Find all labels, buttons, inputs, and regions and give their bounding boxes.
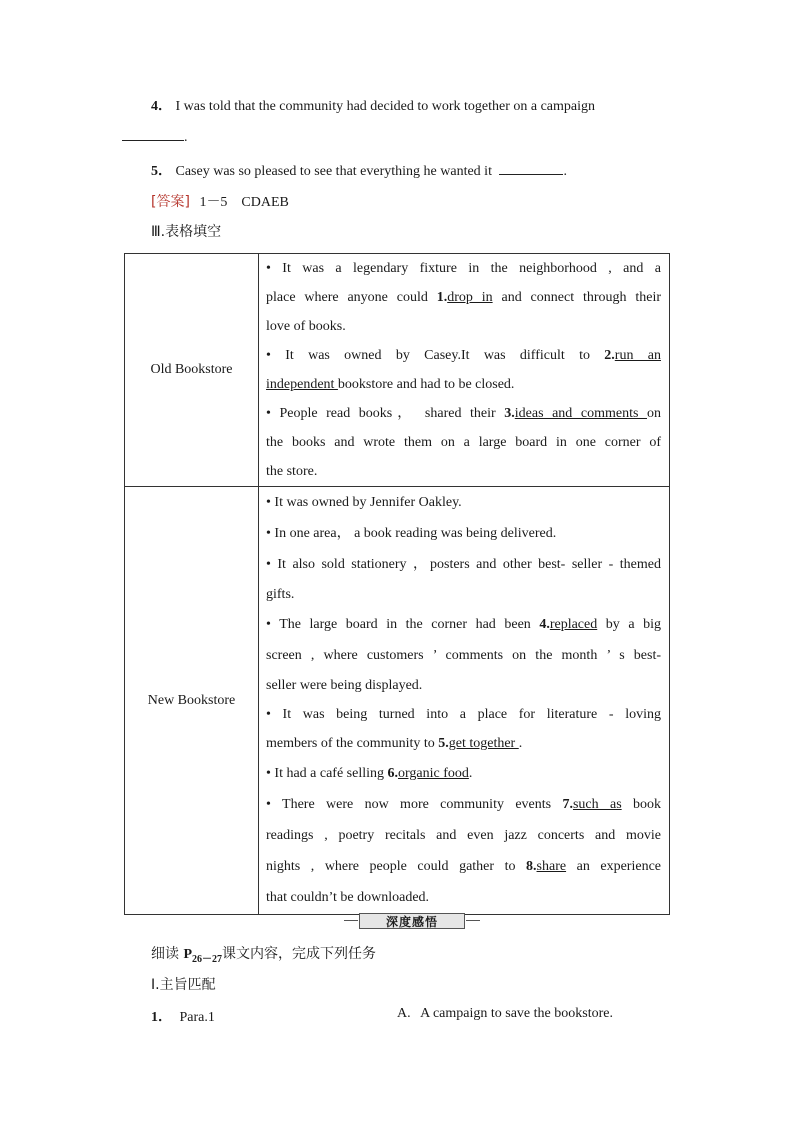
text-line: • People read books， shared their 3.ideas and comments on xyxy=(266,406,661,421)
text-line: • It also sold stationery ，posters and other best- seller - themed xyxy=(266,557,661,572)
filled-answer: ideas and comments xyxy=(514,406,647,421)
section-heading: Ⅰ.主旨匹配 xyxy=(151,977,216,993)
question-number: 4． xyxy=(151,99,172,114)
filled-answer: such as xyxy=(572,797,622,812)
section-heading: Ⅲ.表格填空 xyxy=(151,224,222,240)
text-line: • It was owned by Casey.It was difficult to 2.run an xyxy=(266,348,661,363)
text-line: love of books. xyxy=(266,319,346,334)
filled-answer: replaced xyxy=(549,617,598,632)
filled-answer: share xyxy=(536,859,567,874)
match-item xyxy=(151,1006,215,1026)
section-banner xyxy=(359,913,465,929)
option-text: A campaign to save the bookstore. xyxy=(420,1006,613,1021)
filled-answer: independent xyxy=(266,377,338,392)
text-line: gifts. xyxy=(266,587,295,602)
task-instruction: 细读 $P_{26-27}$课文内容，完成下列任务 xyxy=(151,946,377,965)
match-left: Para.1 xyxy=(179,1010,215,1025)
text-line: members of the community to 5.get together . xyxy=(266,736,523,751)
filled-answer: organic food xyxy=(398,766,469,781)
answer-blank xyxy=(499,162,563,175)
text-line: • It had a café selling 6.organic food. xyxy=(266,766,473,781)
answer-text: 1－5 CDAEB xyxy=(199,195,289,210)
text-line: • The large board in the corner had been 4.replaced by a big xyxy=(266,617,661,632)
answer-blank xyxy=(122,128,184,141)
page-ref: $P_{26-27}$ xyxy=(183,947,223,965)
fill-in-table xyxy=(124,253,670,915)
table-row xyxy=(125,487,670,915)
text-line: place where anyone could 1.drop in and connect through their xyxy=(266,290,662,305)
question-text: Casey was so pleased to see that everything he wanted it xyxy=(175,164,492,179)
question-4 xyxy=(151,98,670,116)
answer-line xyxy=(151,191,289,211)
text-line: that couldn’t be downloaded. xyxy=(266,890,430,905)
question-4-blank-line xyxy=(122,128,188,146)
text-line: • It was owned by Jennifer Oakley. xyxy=(266,495,462,510)
text-line: • It was a legendary fixture in the neighborhood , and a xyxy=(266,261,661,276)
match-number: 1． xyxy=(151,1010,172,1025)
match-option xyxy=(397,1006,613,1022)
question-text: I was told that the community had decided to work together on a campaign xyxy=(175,99,595,114)
option-letter: A. xyxy=(397,1006,411,1021)
question-end: . xyxy=(184,130,188,145)
text-line: readings , poetry recitals and even jazz concerts and movie xyxy=(266,828,661,843)
filled-answer: run an xyxy=(614,348,661,363)
text-line: the books and wrote them on a large board in one corner of xyxy=(266,435,661,450)
text-line: • It was being turned into a place for literature - loving xyxy=(266,707,661,722)
question-number: 5． xyxy=(151,164,172,179)
table-row xyxy=(125,254,670,487)
text-line: screen , where customers ’ comments on the month ’ s best- xyxy=(266,648,661,663)
text-line: seller were being displayed. xyxy=(266,678,423,693)
row-content xyxy=(259,487,670,915)
row-label: Old Bookstore xyxy=(125,254,259,487)
question-end: . xyxy=(563,164,567,179)
text-line: nights , where people could gather to 8.share an experience xyxy=(266,859,661,874)
filled-answer: get together xyxy=(448,736,519,751)
text-line: • In one area， a book reading was being delivered. xyxy=(266,526,557,541)
question-5 xyxy=(151,160,567,180)
filled-answer: drop in xyxy=(447,290,493,305)
text-line: • There were now more community events 7.such as book xyxy=(266,797,662,812)
row-content xyxy=(259,254,670,487)
answer-tag: [答案] xyxy=(151,194,190,210)
row-label: New Bookstore xyxy=(125,487,259,915)
banner-text: 深度感悟 xyxy=(385,914,438,929)
text-line: the store. xyxy=(266,464,318,479)
text-line: independent bookstore and had to be closed. xyxy=(266,377,515,392)
